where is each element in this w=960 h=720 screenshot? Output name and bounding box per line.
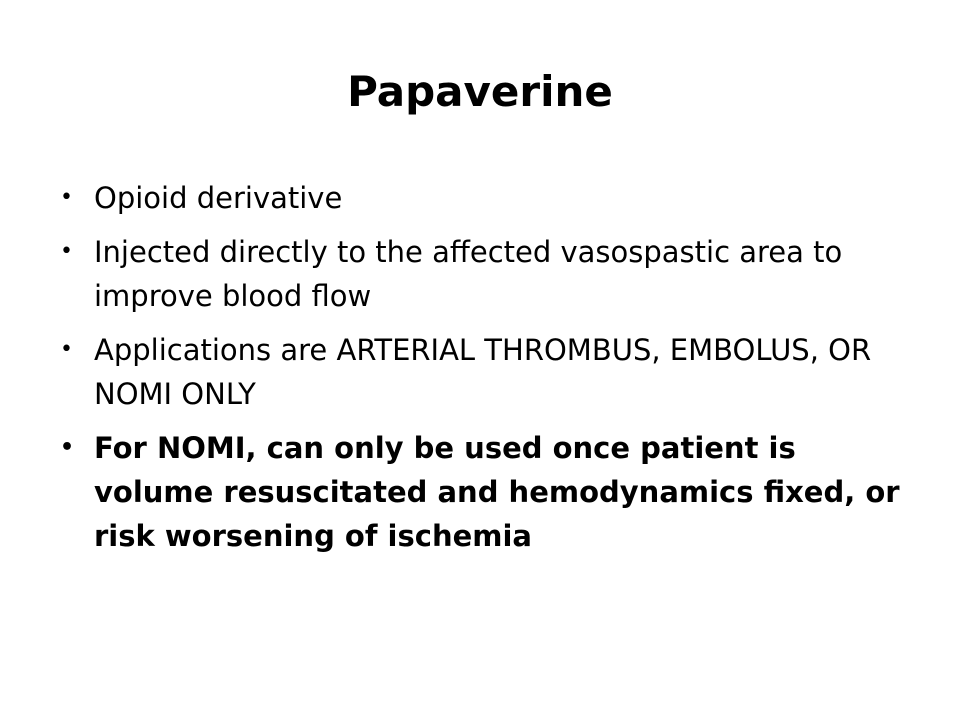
bullet-dot-icon: •: [60, 435, 75, 460]
bullet-item: [60, 230, 900, 318]
bullet-dot-icon: •: [60, 337, 73, 362]
bullet-dot-icon: •: [60, 239, 73, 264]
bullet-text: Injected directly to the affected vasospastic area to improve blood flow: [94, 235, 843, 313]
bullet-list: [60, 176, 900, 568]
bullet-text: Opioid derivative: [94, 181, 343, 215]
bullet-item: [60, 426, 900, 558]
bullet-text: Applications are ARTERIAL THROMBUS, EMBOLUS, OR NOMI ONLY: [94, 333, 872, 411]
slide-title: Papaverine: [347, 67, 613, 116]
bullet-item: [60, 328, 900, 416]
bullet-dot-icon: •: [60, 185, 73, 210]
bullet-item: [60, 176, 900, 220]
bullet-text: For NOMI, can only be used once patient is volume resuscitated and hemodynamics fixed, or risk worsening of ischemia: [94, 431, 900, 553]
